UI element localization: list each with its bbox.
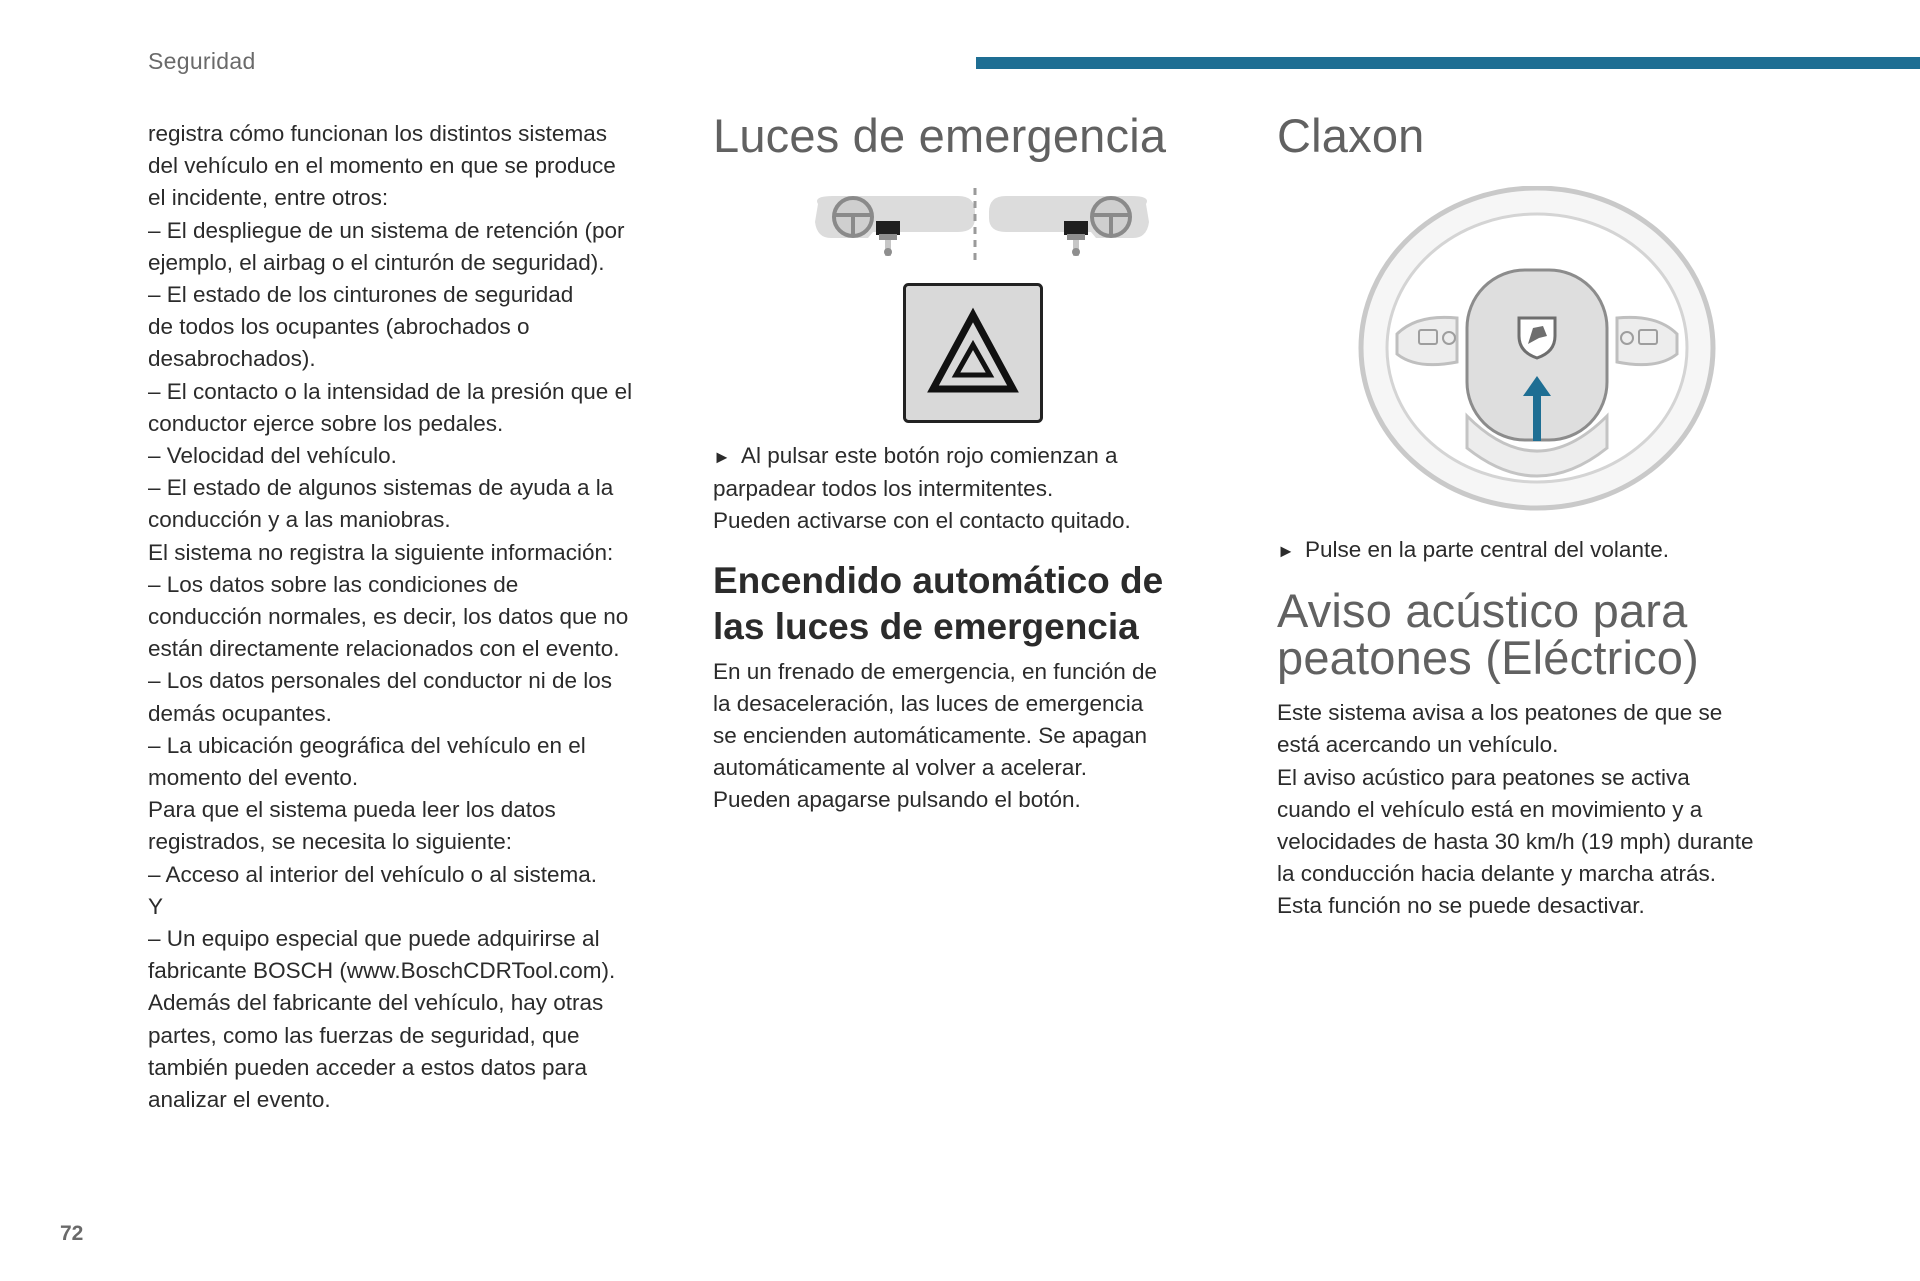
arrow-right-icon: ►: [713, 447, 731, 467]
page-number: 72: [60, 1222, 84, 1245]
steering-wheel-icon: [1361, 188, 1713, 508]
right-column: [1277, 108, 1817, 923]
dashboard-figure: [713, 186, 1213, 266]
hazard-button-figure: [903, 283, 1043, 423]
steering-wheel-figure: [1357, 186, 1727, 516]
pedestrian-alert-heading: Aviso acústico para peatones (Eléctrico): [1277, 584, 1699, 685]
horn-bullet-text: Pulse en la parte central del volante.: [1305, 537, 1669, 562]
hazard-bullet-text: Al pulsar este botón rojo comienzan a parpadear todos los intermitentes.: [713, 443, 1118, 502]
left-column: [148, 118, 688, 1116]
auto-hazard-paragraph: En un frenado de emergencia, en función de la desaceleración, las luces de emergencia se encienden automáticamente. Se apagan automáticamente al volver a acelerar. Pueden apagarse pulsando el botón.: [713, 658, 1158, 813]
horn-bullet: [1277, 534, 1817, 567]
hazard-note: Pueden activarse con el contacto quitado.: [713, 508, 1131, 534]
hazard-bullet: [713, 440, 1213, 505]
middle-column: [713, 108, 1213, 817]
section-label: Seguridad: [148, 48, 256, 74]
arrow-right-icon: ►: [1277, 541, 1295, 561]
horn-heading: Claxon: [1277, 109, 1425, 162]
dashboard-left-hand-drive-icon: [815, 196, 975, 256]
brand-logo-icon: [1519, 318, 1555, 358]
left-column-text: registra cómo funcionan los distintos sistemas del vehículo en el momento en que se produce el incidente, entre otros: – El despliegue de un sistema de retención (por ejemplo, el airbag o el cinturón de seguridad). – El estado de los cinturones de seguridad de todos los ocupantes (abrochados o desabrochados). – El contacto o la intensidad de la presión que el conductor ejerce sobre los pedales. – Velocidad del vehículo. – El estado de algunos sistemas de ayuda a la conducción y a las maniobras. El sistema no registra la siguiente información: – Los datos sobre las condiciones de conducción normales, es decir, los datos que no están directamente relacionados con el evento. – Los datos personales del conductor ni de los demás ocupantes. – La ubicación geográfica del vehículo en el momento del evento. Para que el sistema pueda leer los datos registrados, se necesita lo siguiente: – Acceso al interior del vehículo o al sistema. Y – Un equipo especial que puede adquirirse al fabricante BOSCH (www.BoschCDRTool.com). Además del fabricante del vehículo, hay otras partes, como las fuerzas de seguridad, que también pueden acceder a estos datos para analizar el evento.: [148, 121, 633, 1113]
auto-hazard-subheading: Encendido automático de las luces de emergencia: [713, 559, 1164, 647]
top-accent-bar: [976, 57, 1920, 69]
pedestrian-alert-paragraph: Este sistema avisa a los peatones de que se está acercando un vehículo. El aviso acústico para peatones se activa cuando el vehículo está en movimiento y a velocidades de hasta 30 km/h (19 mph) durante la conducción hacia delante y marcha atrás. Esta función no se puede desactivar.: [1277, 700, 1754, 919]
hazard-warning-button-icon[interactable]: [905, 285, 1042, 422]
dashboard-right-hand-drive-icon: [989, 196, 1149, 256]
hazard-lights-heading: Luces de emergencia: [713, 109, 1167, 162]
